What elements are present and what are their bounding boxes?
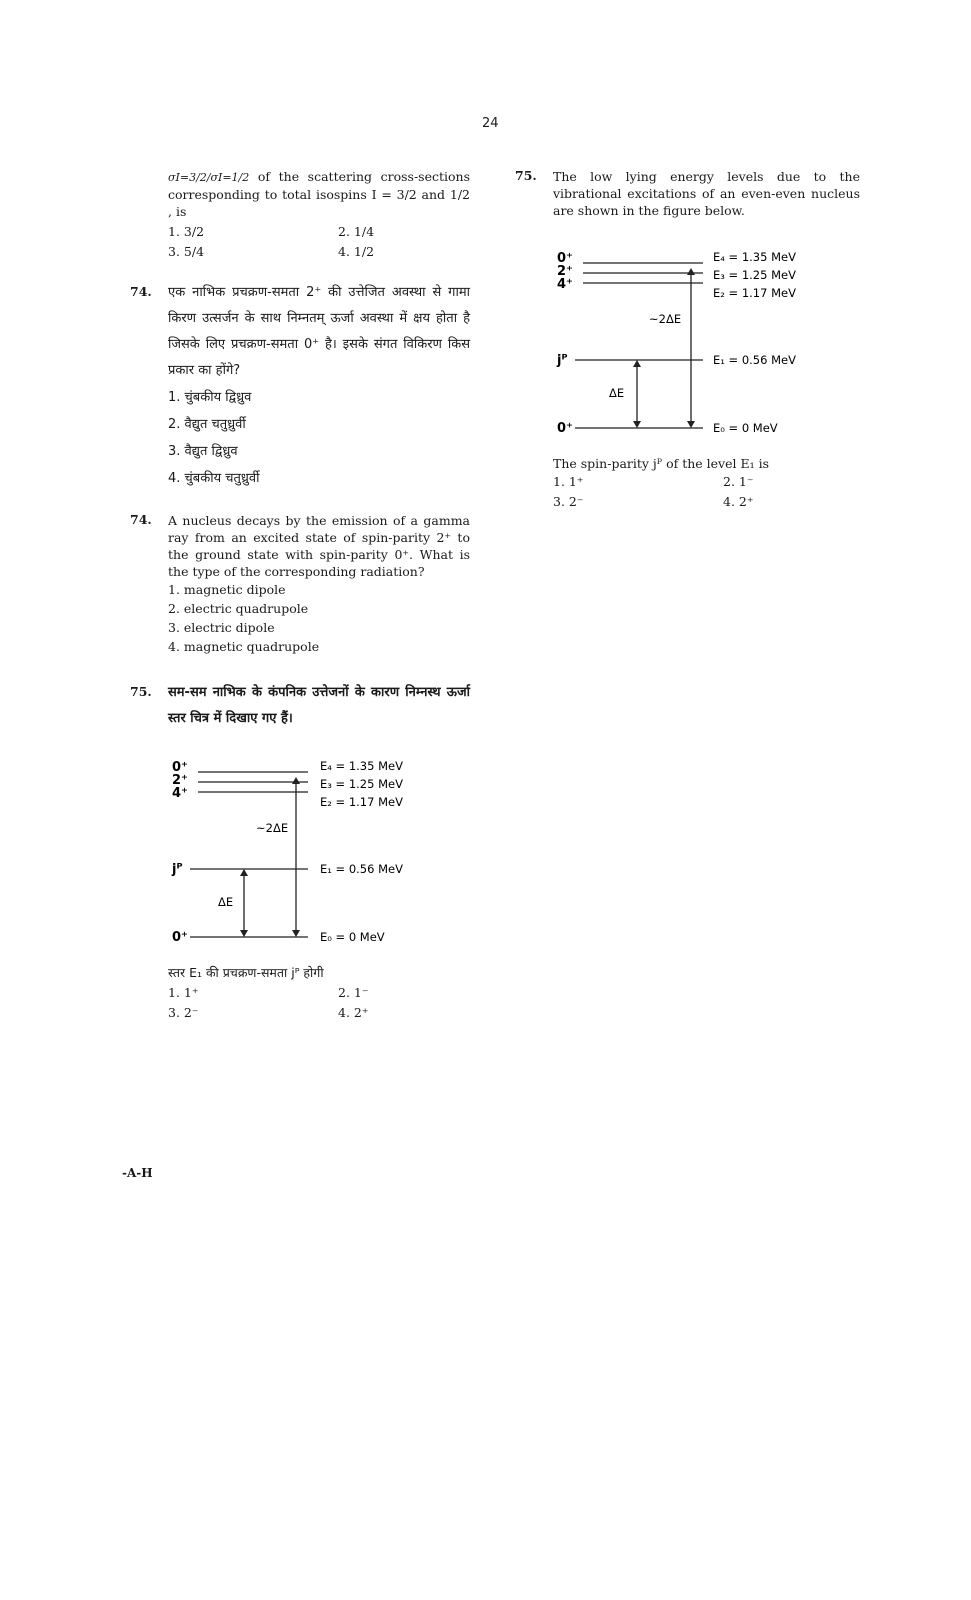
q73-option-1: 1. 3/2 [168, 224, 205, 239]
energy-label-e2: E₂ = 1.17 MeV [320, 795, 403, 809]
right-column [515, 168, 860, 512]
energy-label-e2: E₂ = 1.17 MeV [713, 286, 796, 300]
q74-hindi-options [168, 384, 470, 492]
q74-hindi-option-3: 3. वैद्युत द्विध्रुव [168, 444, 238, 459]
q75-hindi-option-2: 2. 1⁻ [338, 985, 369, 1000]
q75-english-option-2: 2. 1⁻ [723, 474, 754, 489]
q74-english-option-2: 2. electric quadrupole [168, 601, 309, 616]
q74-english [130, 512, 470, 656]
q73-ratio: σI=3/2/σI=1/2 [168, 171, 250, 184]
q73-option-3: 3. 5/4 [168, 244, 205, 259]
q73-continuation [168, 168, 470, 220]
q75-hindi-options [168, 983, 470, 1023]
level-label-jp: jᴾ [172, 862, 183, 877]
q75-english-option-1: 1. 1⁺ [553, 474, 584, 489]
arrow-big-head-up [292, 777, 300, 784]
energy-label-e4: E₄ = 1.35 MeV [713, 250, 796, 264]
arrow-big-head-down [292, 930, 300, 937]
level-label-0plus-top: 0⁺ [172, 760, 188, 775]
energy-label-e3: E₃ = 1.25 MeV [713, 268, 796, 282]
gap-label-2de: ~2ΔE [649, 312, 682, 326]
q75-english-text: The low lying energy levels due to the vibrational excitations of an even-even nucleus are shown in the figure below. [553, 169, 860, 218]
energy-label-e0: E₀ = 0 MeV [320, 930, 385, 944]
q75-english-options [553, 472, 860, 512]
energy-level-diagram-hindi [168, 744, 458, 954]
q73-option-4: 4. 1/2 [338, 244, 375, 259]
level-label-2plus: 2⁺ [557, 264, 573, 279]
energy-label-e3: E₃ = 1.25 MeV [320, 777, 403, 791]
q75-hindi-question: स्तर E₁ की प्रचक्रण-समता jᴾ होगी [168, 965, 324, 980]
arrow-small-head-up [633, 360, 641, 367]
q74-english-option-4: 4. magnetic quadrupole [168, 639, 320, 654]
q74-english-options [168, 580, 470, 656]
q75-english-option-4: 4. 2⁺ [723, 494, 754, 509]
q74-hindi-text: एक नाभिक प्रचक्रण-समता 2⁺ की उत्तेजित अवस्था से गामा किरण उत्सर्जन के साथ निम्नतम् ऊर्जा अवस्था में क्षय होता है जिसके लिए प्रचक्रण-समता 0⁺ है। इसके संगत विकिरण किस प्रकार का होंगे? [168, 285, 470, 378]
level-label-0plus-top: 0⁺ [557, 251, 573, 266]
gap-label-2de: ~2ΔE [256, 821, 289, 835]
q73-text: of the scattering cross-sections corresponding to total isospins I = 3/2 and 1/2 , is [168, 169, 470, 219]
level-label-4plus: 4⁺ [172, 786, 188, 801]
level-label-2plus: 2⁺ [172, 773, 188, 788]
q74-hindi-number: 74. [130, 284, 152, 299]
q74-english-text: A nucleus decays by the emission of a gamma ray from an excited state of spin-parity 2⁺ to the ground state with spin-parity 0⁺. What is the type of the corresponding radiation? [168, 513, 470, 579]
q75-hindi-option-3: 3. 2⁻ [168, 1005, 199, 1020]
energy-label-e4: E₄ = 1.35 MeV [320, 759, 403, 773]
q74-hindi-option-1: 1. चुंबकीय द्विध्रुव [168, 390, 252, 405]
energy-label-e1: E₁ = 0.56 MeV [320, 862, 403, 876]
level-label-0plus-ground: 0⁺ [557, 421, 573, 436]
arrow-small-head-down [240, 930, 248, 937]
q75-hindi-number: 75. [130, 684, 152, 699]
q74-hindi-option-2: 2. वैद्युत चतुध्रुर्वी [168, 417, 246, 432]
energy-label-e1: E₁ = 0.56 MeV [713, 353, 796, 367]
left-column [130, 168, 470, 1023]
q75-english-option-3: 3. 2⁻ [553, 494, 584, 509]
q75-english [515, 168, 860, 512]
level-label-jp: jᴾ [557, 353, 568, 368]
gap-label-de: ΔE [218, 895, 234, 909]
level-label-4plus: 4⁺ [557, 277, 573, 292]
q74-hindi [130, 280, 470, 492]
arrow-small-head-down [633, 421, 641, 428]
q74-english-option-3: 3. electric dipole [168, 620, 275, 635]
q74-english-number: 74. [130, 512, 152, 527]
energy-label-e0: E₀ = 0 MeV [713, 421, 778, 435]
arrow-big-head-up [687, 268, 695, 275]
q75-hindi [130, 680, 470, 1023]
page-number: 24 [482, 116, 499, 131]
q74-hindi-option-4: 4. चुंबकीय चतुध्रुर्वी [168, 471, 260, 486]
q75-hindi-option-4: 4. 2⁺ [338, 1005, 369, 1020]
arrow-big-head-down [687, 421, 695, 428]
q75-hindi-option-1: 1. 1⁺ [168, 985, 199, 1000]
gap-label-de: ΔE [609, 386, 625, 400]
q75-english-question: The spin-parity jᴾ of the level E₁ is [553, 456, 769, 471]
arrow-small-head-up [240, 869, 248, 876]
q73-options [168, 222, 470, 262]
q75-english-number: 75. [515, 168, 537, 183]
level-label-0plus-ground: 0⁺ [172, 930, 188, 945]
energy-level-diagram-english [553, 235, 853, 445]
footer-code: -A-H [122, 1166, 153, 1180]
q73-option-2: 2. 1/4 [338, 224, 375, 239]
q75-hindi-text: सम-सम नाभिक के कंपनिक उत्तेजनों के कारण निम्नस्थ ऊर्जा स्तर चित्र में दिखाए गए हैं। [168, 685, 470, 726]
q74-english-option-1: 1. magnetic dipole [168, 582, 286, 597]
